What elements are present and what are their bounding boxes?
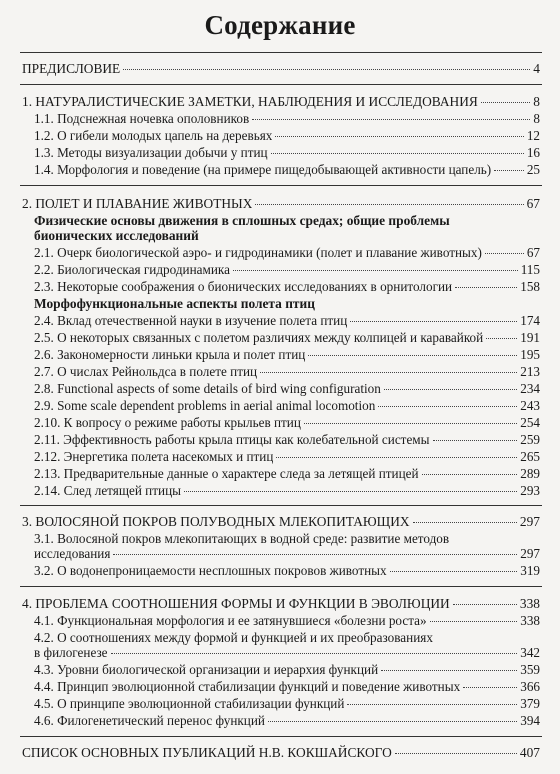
entry-title: 2.7. О числах Рейнольдса в полете птиц: [34, 364, 258, 379]
entry-title: 2.2. Биологическая гидродинамика: [34, 262, 230, 277]
entry-page: 265: [520, 449, 540, 464]
entry-page: 174: [520, 313, 540, 328]
entry-page: 67: [526, 245, 540, 260]
toc-entry-4-1[interactable]: [34, 613, 540, 628]
toc-entry-3-1-line1: 3.1. Волосяной покров млекопитающих в водной среде: развитие методов: [34, 531, 450, 546]
toc-entry-2-8[interactable]: [34, 381, 540, 396]
leader-dots: [381, 670, 517, 671]
entry-title: 2.13. Предварительные данные о характере следа за летящей птицей: [34, 466, 419, 481]
leader-dots: [271, 153, 524, 154]
entry-page: 16: [526, 145, 540, 160]
entry-page: 407: [519, 745, 540, 760]
leader-dots: [455, 287, 517, 288]
entry-title: 3.2. О водонепроницаемости несплошных покровов животных: [34, 563, 387, 578]
toc-entry-4-5[interactable]: [34, 696, 540, 711]
toc-entry-2-4[interactable]: [34, 313, 540, 328]
entry-title: 1. НАТУРАЛИСТИЧЕСКИЕ ЗАМЕТКИ, НАБЛЮДЕНИЯ И ИССЛЕДОВАНИЯ: [22, 94, 478, 109]
entry-title: 2.6. Закономерности линьки крыла и полет птиц: [34, 347, 306, 362]
entry-title: 2.14. След летящей птицы: [34, 483, 181, 498]
entry-page: 289: [520, 466, 540, 481]
leader-dots: [384, 389, 517, 390]
toc-entry-1-4[interactable]: [34, 162, 540, 177]
entry-page: 338: [519, 596, 540, 611]
entry-page: 359: [520, 662, 540, 677]
toc-entry-2-13[interactable]: [34, 466, 540, 481]
toc-entry-section-4[interactable]: [22, 596, 540, 611]
toc-entry-section-3[interactable]: [22, 514, 540, 529]
toc-entry-section-2[interactable]: [22, 196, 540, 211]
entry-page: 297: [520, 546, 540, 561]
leader-dots: [252, 119, 530, 120]
entry-title: 2.10. К вопросу о режиме работы крыльев птиц: [34, 415, 301, 430]
toc-entry-2-1[interactable]: [34, 245, 540, 260]
entry-title: 4.4. Принцип эволюционной стабилизации функций и поведение животных: [34, 679, 461, 694]
entry-page: 297: [519, 514, 540, 529]
leader-dots: [111, 653, 518, 654]
entry-title: 2.8. Functional aspects of some details of bird wing configuration: [34, 381, 381, 396]
leader-dots: [233, 270, 518, 271]
entry-title: 4.3. Уровни биологической организации и иерархия функций: [34, 662, 379, 677]
leader-dots: [308, 355, 517, 356]
leader-dots: [494, 170, 524, 171]
toc-entry-2-14[interactable]: [34, 483, 540, 498]
entry-title: 2.5. О некоторых связанных с полетом различиях между колпицей и каравайкой: [34, 330, 484, 345]
entry-title: 2.4. Вклад отечественной науки в изучение полета птиц: [34, 313, 348, 328]
entry-page: 319: [520, 563, 540, 578]
entry-page: 394: [520, 713, 540, 728]
toc-entry-4-2-line1: 4.2. О соотношениях между формой и функцией и их преобразованиях: [34, 630, 433, 645]
entry-title: 4.5. О принципе эволюционной стабилизации функций: [34, 696, 345, 711]
entry-page: 191: [520, 330, 540, 345]
toc-entry-1-3[interactable]: [34, 145, 540, 160]
leader-dots: [422, 474, 518, 475]
toc-entry-2-3[interactable]: [34, 279, 540, 294]
entry-title: 2.12. Энергетика полета насекомых и птиц: [34, 449, 274, 464]
entry-page: 243: [520, 398, 540, 413]
toc-entry-3-1[interactable]: [34, 546, 540, 561]
page-title: Содержание: [204, 10, 356, 40]
toc-entry-1-2[interactable]: [34, 128, 540, 143]
subsection-heading-cont: бионических исследований: [34, 228, 199, 243]
entry-title: 1.2. О гибели молодых цапель на деревьях: [34, 128, 273, 143]
leader-dots: [350, 321, 517, 322]
entry-page: 8: [533, 111, 540, 126]
entry-title: 3. ВОЛОСЯНОЙ ПОКРОВ ПОЛУВОДНЫХ МЛЕКОПИТАЮЩИХ: [22, 514, 410, 529]
entry-title: 4.6. Филогенетический перенос функций: [34, 713, 265, 728]
entry-title: 1.4. Морфология и поведение (на примере пищедобывающей активности цапель): [34, 162, 492, 177]
toc-entry-1-1[interactable]: [34, 111, 540, 126]
entry-page: 8: [533, 94, 540, 109]
entry-title: 2.9. Some scale dependent problems in aerial animal locomotion: [34, 398, 376, 413]
toc-entry-2-6[interactable]: [34, 347, 540, 362]
leader-dots: [433, 440, 518, 441]
divider: [20, 736, 542, 737]
entry-page: 366: [520, 679, 540, 694]
leader-dots: [255, 204, 523, 205]
leader-dots: [113, 554, 517, 555]
entry-title: 4.1. Функциональная морфология и ее затянувшиеся «болезни роста»: [34, 613, 427, 628]
leader-dots: [485, 253, 524, 254]
entry-title: 1.3. Методы визуализации добычи у птиц: [34, 145, 268, 160]
toc-entry-preface[interactable]: [22, 61, 540, 76]
subsection-heading: Физические основы движения в сплошных средах; общие проблемы: [34, 213, 450, 228]
toc-entry-4-4[interactable]: [34, 679, 540, 694]
leader-dots: [260, 372, 517, 373]
entry-page: 12: [526, 128, 540, 143]
leader-dots: [390, 571, 518, 572]
leader-dots: [347, 704, 517, 705]
divider: [20, 84, 542, 85]
toc-entry-3-2[interactable]: [34, 563, 540, 578]
leader-dots: [463, 687, 517, 688]
leader-dots: [275, 136, 523, 137]
entry-title: в филогенезе: [34, 645, 108, 660]
entry-page: 115: [520, 262, 540, 277]
entry-title: 2.1. Очерк биологической аэро- и гидродинамики (полет и плавание животных): [34, 245, 482, 260]
entry-page: 293: [520, 483, 540, 498]
toc-entry-section-1[interactable]: [22, 94, 540, 109]
entry-title: СПИСОК ОСНОВНЫХ ПУБЛИКАЦИЙ Н.В. КОКШАЙСКОГО: [22, 745, 392, 760]
leader-dots: [453, 604, 517, 605]
toc-entry-4-6[interactable]: [34, 713, 540, 728]
entry-title: 1.1. Подснежная ночевка ополовников: [34, 111, 250, 126]
toc-entry-2-7[interactable]: [34, 364, 540, 379]
leader-dots: [430, 621, 518, 622]
leader-dots: [276, 457, 517, 458]
divider: [20, 505, 542, 506]
toc-entry-2-12[interactable]: [34, 449, 540, 464]
toc-entry-2-9[interactable]: [34, 398, 540, 413]
toc-entry-4-3[interactable]: [34, 662, 540, 677]
divider: [20, 52, 542, 53]
entry-page: 67: [526, 196, 540, 211]
entry-page: 379: [520, 696, 540, 711]
leader-dots: [395, 753, 517, 754]
toc-entry-2-10[interactable]: [34, 415, 540, 430]
subsection-heading: Морфофункциональные аспекты полета птиц: [34, 296, 315, 311]
leader-dots: [304, 423, 517, 424]
entry-title: исследования: [34, 546, 111, 561]
entry-page: 158: [520, 279, 540, 294]
entry-page: 338: [520, 613, 540, 628]
toc-entry-4-2[interactable]: [34, 645, 540, 660]
divider: [20, 185, 542, 186]
entry-title: 2.3. Некоторые соображения о бионических исследованиях в орнитологии: [34, 279, 453, 294]
entry-title: 2.11. Эффективность работы крыла птицы как колебательной системы: [34, 432, 430, 447]
entry-page: 234: [520, 381, 540, 396]
entry-page: 195: [520, 347, 540, 362]
toc-entry-publications[interactable]: [22, 745, 540, 760]
leader-dots: [268, 721, 517, 722]
entry-title: 2. ПОЛЕТ И ПЛАВАНИЕ ЖИВОТНЫХ: [22, 196, 253, 211]
toc-entry-2-5[interactable]: [34, 330, 540, 345]
entry-page: 25: [526, 162, 540, 177]
leader-dots: [481, 102, 530, 103]
leader-dots: [486, 338, 517, 339]
leader-dots: [184, 491, 517, 492]
entry-title: ПРЕДИСЛОВИЕ: [22, 61, 121, 76]
entry-page: 254: [520, 415, 540, 430]
toc-entry-2-11[interactable]: [34, 432, 540, 447]
leader-dots: [378, 406, 517, 407]
entry-title: 4. ПРОБЛЕМА СООТНОШЕНИЯ ФОРМЫ И ФУНКЦИИ В ЭВОЛЮЦИИ: [22, 596, 450, 611]
entry-page: 342: [520, 645, 540, 660]
toc-entry-2-2[interactable]: [34, 262, 540, 277]
divider: [20, 586, 542, 587]
leader-dots: [123, 69, 530, 70]
entry-page: 4: [533, 61, 540, 76]
entry-page: 213: [520, 364, 540, 379]
leader-dots: [413, 522, 517, 523]
entry-page: 259: [520, 432, 540, 447]
